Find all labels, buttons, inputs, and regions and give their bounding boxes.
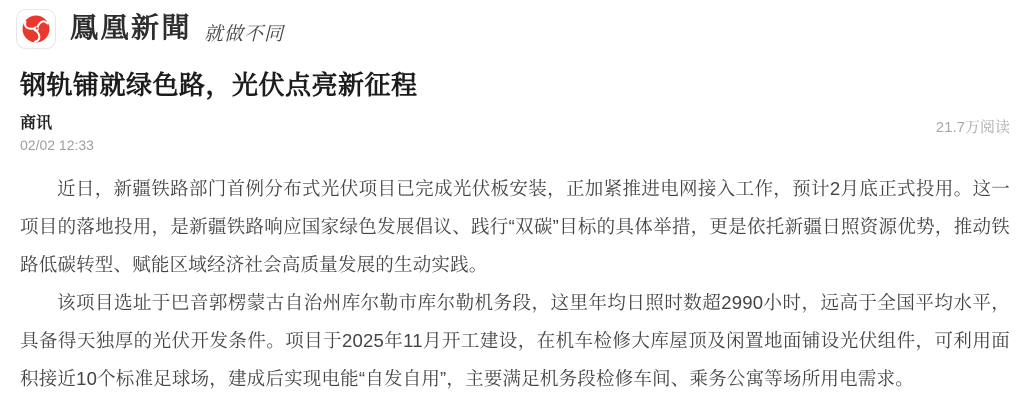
article-title: 钢轨铺就绿色路，光伏点亮新征程 [20,70,418,100]
read-count: 21.7万阅读 [935,119,1010,136]
article-main [20,70,1010,398]
article-paragraph-2: 该项目选址于巴音郭楞蒙古自治州库尔勒市库尔勒机务段，这里年均日照时数超2990小时，远高于全国平均水平，具备得天独厚的光伏开发条件。项目于2025年11月开工建设，在机车检修大库屋顶及闲置地面铺设光伏组件，可利用面积接近10个标准足球场，建成后实现电能“自发自用”，主要满足机务段检修车间、乘务公寓等场所用电需求。 [20,292,1010,389]
publish-time: 02/02 12:33 [20,137,94,153]
site-header [16,8,1010,50]
article-meta [20,114,1010,154]
article-source[interactable]: 商讯 [20,115,53,132]
phoenix-logo-icon [16,9,56,49]
site-name: 鳳凰新聞 [70,13,193,44]
article-body [20,170,1010,398]
article-paragraph-1: 近日，新疆铁路部门首例分布式光伏项目已完成光伏板安装，正加紧推进电网接入工作，预计2月底正式投用。这一项目的落地投用，是新疆铁路响应国家绿色发展倡议、践行“双碳”目标的具体举措，更是依托新疆日照资源优势，推动铁路低碳转型、赋能区域经济社会高质量发展的生动实践。 [20,178,1010,275]
ifeng-logo-link[interactable] [16,9,284,49]
source-block [20,114,94,154]
site-slogan: 就做不同 [204,22,285,45]
